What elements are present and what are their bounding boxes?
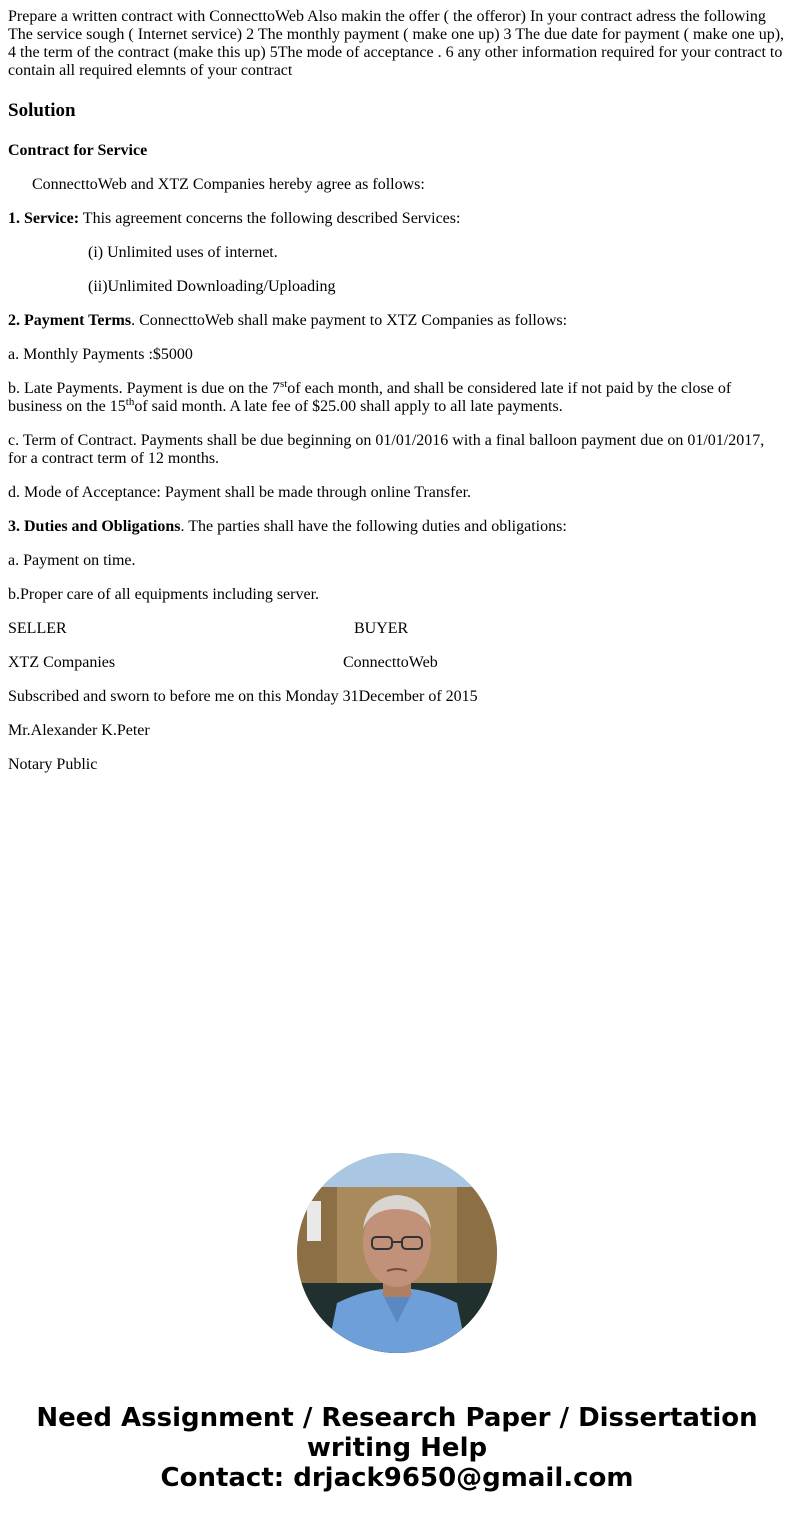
footer-contact: Contact: drjack9650@gmail.com — [160, 1463, 634, 1493]
footer-line: writing Help — [306, 1433, 488, 1463]
contract-title: Contract for Service — [8, 142, 148, 159]
contract-term: c. Term of Contract. Payments shall be due beginning on 01/01/2016 with a final balloon payment due on 01/01/2017, for a contract term of 12 months. — [8, 432, 765, 467]
duty-item: b.Proper care of all equipments including server. — [8, 586, 320, 603]
duty-item: a. Payment on time. — [8, 552, 136, 569]
solution-heading: Solution — [8, 100, 76, 121]
author-avatar — [297, 1153, 497, 1353]
service-clause — [8, 210, 786, 228]
monthly-payment: a. Monthly Payments :$5000 — [8, 346, 193, 363]
service-label: 1. Service: — [8, 210, 80, 227]
buyer-name: ConnecttoWeb — [343, 654, 438, 671]
party-names-row — [8, 654, 786, 672]
author-photo — [297, 1153, 497, 1353]
buyer-label: BUYER — [354, 620, 409, 637]
duties-label: 3. Duties and Obligations — [8, 518, 181, 535]
duties-clause — [8, 518, 786, 536]
seller-name: XTZ Companies — [8, 654, 116, 671]
question-text: Prepare a written contract with ConnecttoWeb Also makin the offer ( the offeror) In your contract adress the following The service sough ( Internet service) 2 The monthly payment ( make one up) 3 The due date for payment ( make one up), 4 the term of the contract (make this up) 5The mode of acceptance . 6 any other information required for your contract to contain all required elemnts of your contract — [8, 8, 785, 79]
service-item: (i) Unlimited uses of internet. — [88, 244, 278, 261]
payment-label: 2. Payment Terms — [8, 312, 132, 329]
duties-text: . The parties shall have the following duties and obligations: — [180, 518, 567, 535]
seller-label: SELLER — [8, 620, 67, 637]
party-labels-row — [8, 620, 786, 638]
service-item: (ii)Unlimited Downloading/Uploading — [88, 278, 336, 295]
help-footer — [0, 1403, 794, 1493]
notary-name: Mr.Alexander K.Peter — [8, 722, 150, 739]
notary-title: Notary Public — [8, 756, 98, 773]
contract-intro: ConnecttoWeb and XTZ Companies hereby agree as follows: — [32, 176, 425, 193]
payment-text: . ConnecttoWeb shall make payment to XTZ Companies as follows: — [131, 312, 568, 329]
notary-statement: Subscribed and sworn to before me on this Monday 31December of 2015 — [8, 688, 478, 705]
service-text: This agreement concerns the following described Services: — [79, 210, 461, 227]
mode-of-acceptance: d. Mode of Acceptance: Payment shall be made through online Transfer. — [8, 484, 472, 501]
footer-line: Need Assignment / Research Paper / Dissertation — [36, 1403, 758, 1433]
late-payment: b. Late Payments. Payment is due on the 7stof each month, and shall be considered late if not paid by the close of business on the 15thof said month. A late fee of $25.00 shall apply to all late payments. — [8, 378, 732, 415]
payment-clause — [8, 312, 786, 330]
